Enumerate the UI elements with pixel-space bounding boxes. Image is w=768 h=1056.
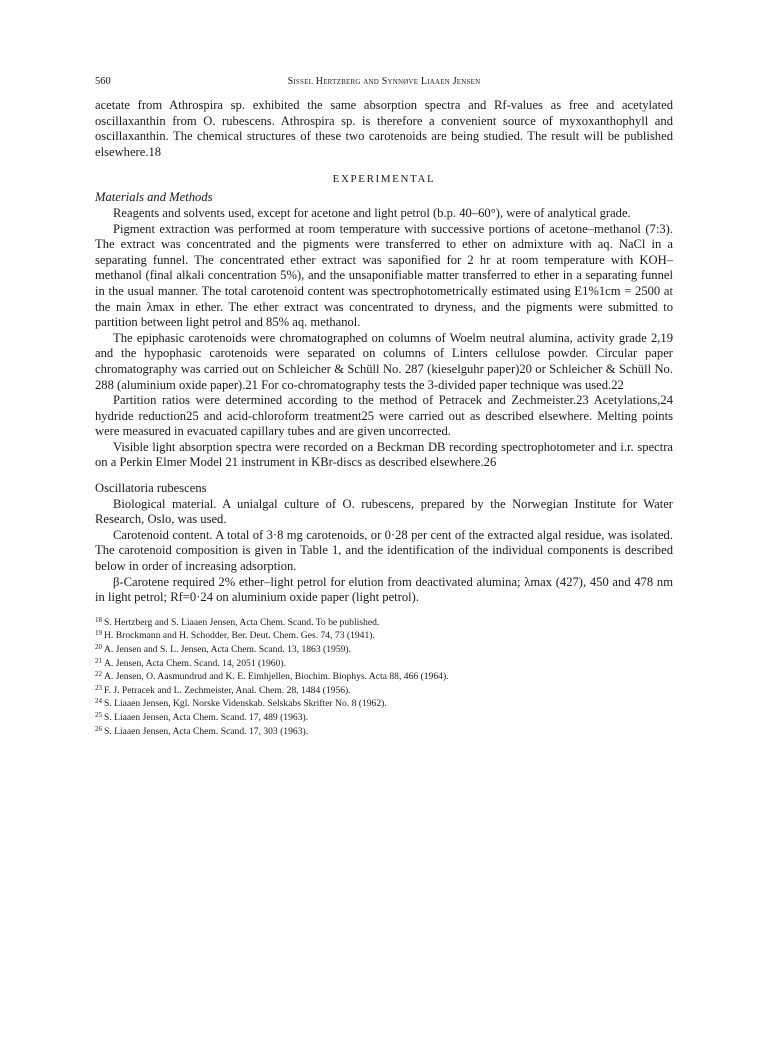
materials-paragraph: The epiphasic carotenoids were chromatographed on columns of Woelm neutral alumina, activity grade 2,19 and the hypophasic carotenoids were separated on columns of Linters cellulose powder. Circular paper chromatography was carried out on Schleicher & Schüll No. 287 (kieselguhr paper)20 or Schleicher & Schüll No. 288 (aluminium oxide paper).21 For co-chromatography tests the 3-divided paper technique was used.22 (95, 330, 673, 392)
footnotes (95, 615, 673, 737)
materials-paragraph: Partition ratios were determined according to the method of Petracek and Zechmeister.23 Acetylations,24 hydride reduction25 and acid-chloroform treatment25 were carried out as described elsewhere. Melting points were measured in evacuated capillary tubes and are given uncorrected. (95, 393, 673, 439)
intro-paragraph: acetate from Athrospira sp. exhibited the same absorption spectra and Rf-values as free and acetylated oscillaxanthin from O. rubescens. Athrospira sp. is therefore a convenient source of myxoxanthophyll and oscillaxanthin. The chemical structures of these two carotenoids are being studied. The result will be published elsewhere.18 (95, 98, 673, 159)
running-head: Sissel Hertzberg and Synnøve Liaaen Jensen (287, 76, 481, 87)
page-number: 560 (95, 76, 111, 87)
materials-paragraph: Visible light absorption spectra were recorded on a Beckman DB recording spectrophotometer and i.r. spectra on a Perkin Elmer Model 21 instrument in KBr-discs as described elsewhere.26 (95, 439, 673, 470)
materials-paragraph: Pigment extraction was performed at room temperature with successive portions of acetone–methanol (7:3). The extract was concentrated and the pigments were transferred to ether on admixture with aq. NaCl in a separating funnel. The concentrated ether extract was saponified for 2 hr at room temperature with KOH–methanol (final alkali concentration 5%), and the unsaponifiable matter transferred to ether in a separating funnel in the usual manner. The total carotenoid content was spectrophotometrically estimated using E1%1cm = 2500 at the main λmax in ether. The ether extract was concentrated to dryness, and the pigments were submitted to partition between light petrol and 85% aq. methanol. (95, 221, 673, 330)
materials-paragraph: Reagents and solvents used, except for acetone and light petrol (b.p. 40–60°), were of analytical grade. (113, 205, 631, 220)
footnote: $^{24}$ S. Liaaen Jensen, Kgl. Norske Videnskab. Selskabs Skrifter No. 8 (1962). (95, 697, 387, 710)
page-header (95, 76, 673, 92)
section-title: EXPERIMENTAL (332, 173, 436, 186)
footnote: $^{23}$ F. J. Petracek and L. Zechmeister, Anal. Chem. 28, 1484 (1956). (95, 683, 351, 696)
page-content (95, 76, 673, 737)
footnote: $^{21}$ A. Jensen, Acta Chem. Scand. 14, 2051 (1960). (95, 656, 286, 669)
oscillatoria-paragraph: β-Carotene required 2% ether–light petrol for elution from deactivated alumina; λmax (427), 450 and 478 nm in light petrol; Rf=0·24 on aluminium oxide paper (light petrol). (95, 574, 673, 605)
footnote: $^{26}$ S. Liaaen Jensen, Acta Chem. Scand. 17, 303 (1963). (95, 724, 309, 737)
footnote: $^{22}$ A. Jensen, O. Aasmundrud and K. E. Eimhjellen, Biochim. Biophys. Acta 88, 466 (1964). (95, 670, 449, 683)
subsection-oscillatoria-heading: Oscillatoria rubescens (95, 481, 207, 496)
footnote: $^{25}$ S. Liaaen Jensen, Acta Chem. Scand. 17, 489 (1963). (95, 710, 309, 723)
footnote: $^{19}$ H. Brockmann and H. Schodder, Ber. Deut. Chem. Ges. 74, 73 (1941). (95, 629, 375, 642)
subsection-materials-heading: Materials and Methods (95, 190, 213, 205)
oscillatoria-paragraph: Biological material. A unialgal culture of O. rubescens, prepared by the Norwegian Institute for Water Research, Oslo, was used. (95, 496, 673, 527)
oscillatoria-paragraph: Carotenoid content. A total of 3·8 mg carotenoids, or 0·28 per cent of the extracted algal residue, was isolated. The carotenoid composition is given in Table 1, and the identification of the individual components is described below in order of increasing adsorption. (95, 527, 673, 574)
footnote: $^{20}$ A. Jensen and S. L. Jensen, Acta Chem. Scand. 13, 1863 (1959). (95, 643, 352, 655)
footnote: $^{18}$ S. Hertzberg and S. Liaaen Jensen, Acta Chem. Scand. To be published. (95, 615, 380, 628)
